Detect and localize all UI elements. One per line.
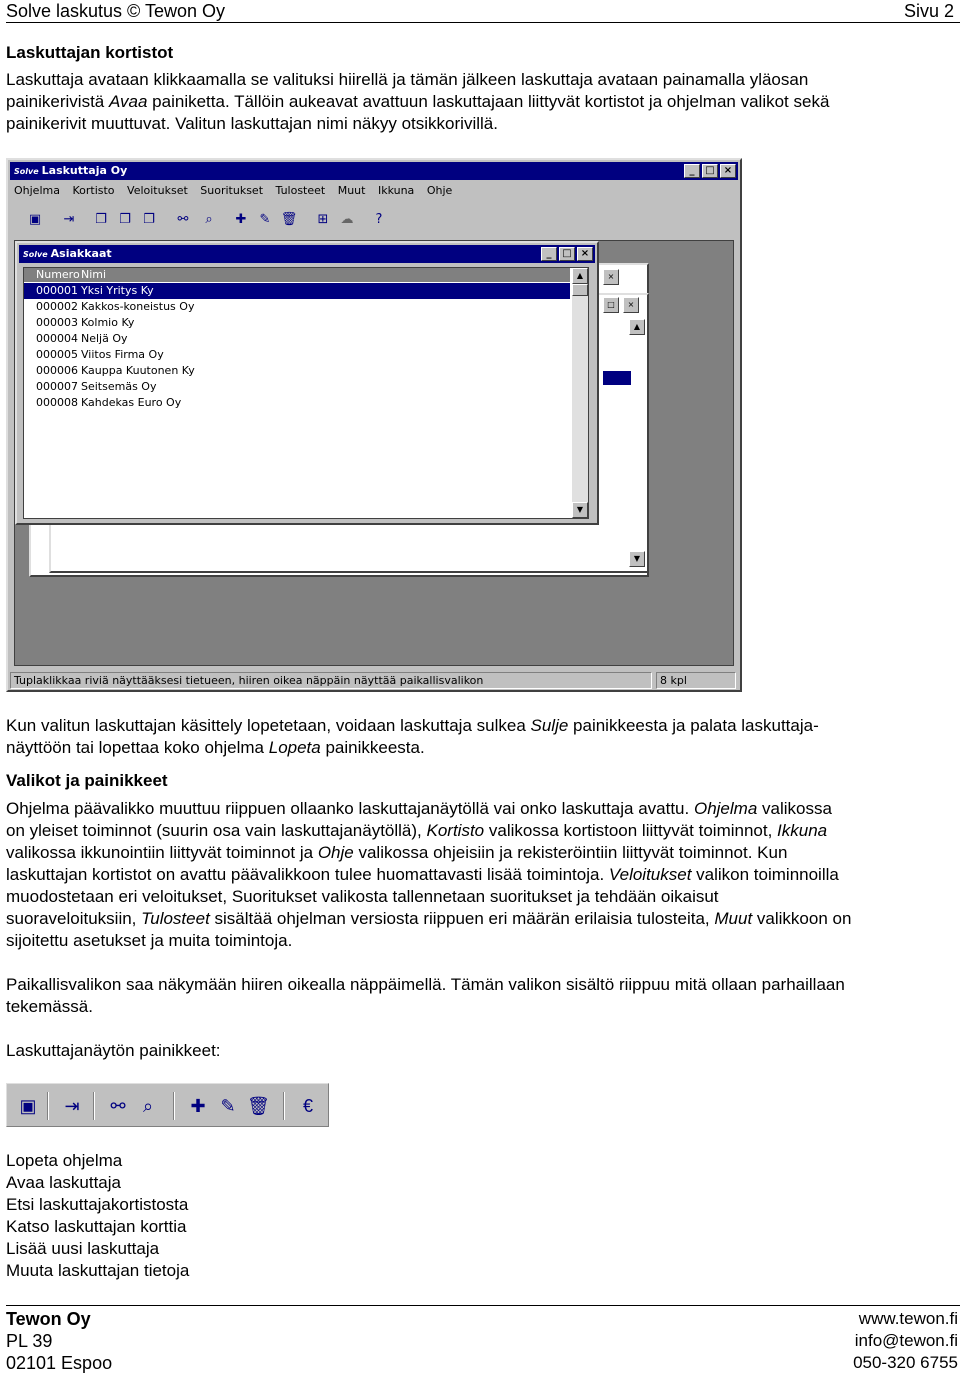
exit-icon: ▣ [19, 1096, 37, 1116]
page-number: Sivu 2 [903, 1, 954, 21]
customers-titlebar [19, 245, 595, 263]
row-number: 000005 [36, 348, 78, 361]
intro-text: painikerivistä [6, 92, 109, 111]
list-item: Lisää uusi laskuttaja [6, 1239, 160, 1258]
row-number: 000002 [36, 300, 78, 313]
menu-bar [14, 184, 461, 197]
app-window-screenshot [6, 158, 742, 692]
emphasis-ohjelma: Ohjelma [693, 799, 758, 818]
scroll-up-icon[interactable]: ▲ [629, 319, 645, 335]
close-text: painikkeesta ja palata laskuttaja- [568, 716, 819, 735]
minimize-button[interactable]: _ [541, 247, 557, 261]
table-row[interactable] [24, 363, 195, 379]
toolbar-separator [93, 1092, 95, 1120]
menus-line-4 [6, 864, 954, 886]
open-icon: ⇥ [64, 1096, 80, 1116]
customers-window-title: Asiakkaat [50, 247, 112, 260]
list-header [24, 268, 570, 282]
row-number: 000006 [36, 364, 78, 377]
footer-po-box: PL 39 [6, 1331, 53, 1351]
emphasis-lopeta: Lopeta [268, 738, 321, 757]
row-name: Viitos Firma Oy [81, 348, 164, 361]
app-titlebar [10, 162, 738, 180]
minimize-button[interactable]: _ [684, 164, 700, 178]
close-line-1 [6, 715, 954, 737]
menus-text: valikossa [757, 799, 832, 818]
footer-company: Tewon Oy [6, 1309, 91, 1329]
footer-city: 02101 Espoo [6, 1353, 113, 1373]
emphasis-ikkuna: Ikkuna [777, 821, 828, 840]
maximize-button[interactable]: □ [559, 247, 575, 261]
binoculars-icon: ⚯ [110, 1096, 126, 1116]
customers-list [23, 267, 589, 519]
exit-icon[interactable]: ▣ [28, 212, 42, 227]
row-name: Neljä Oy [81, 332, 128, 345]
menus-text: sisältää ohjelman versiosta riippuen eri määrän erilaisia tulosteita, [209, 909, 715, 928]
add-record-icon[interactable]: ✚ [235, 212, 247, 227]
table-row[interactable] [24, 315, 134, 331]
table-row[interactable] [24, 347, 164, 363]
close-text: Kun valitun laskuttajan käsittely lopetetaan, voidaan laskuttaja sulkea [6, 716, 531, 735]
scroll-down-icon[interactable]: ▼ [629, 551, 645, 567]
table-row[interactable] [24, 331, 128, 347]
menu-ohjelma[interactable]: Ohjelma [14, 184, 60, 197]
emphasis-muut: Muut [714, 909, 753, 928]
paragraph-close [6, 715, 954, 759]
folder-icon[interactable]: ❐ [95, 212, 107, 227]
paragraph-intro [6, 69, 954, 135]
scroll-thumb[interactable] [572, 284, 588, 296]
close-button[interactable]: × [720, 164, 736, 178]
record-count: 8 kpl [656, 672, 736, 689]
footer-right [853, 1308, 958, 1374]
menus-line-1 [6, 798, 954, 820]
emphasis-tulosteet: Tulosteet [141, 909, 210, 928]
row-number: 000003 [36, 316, 78, 329]
menu-suoritukset[interactable]: Suoritukset [200, 184, 264, 197]
table-row[interactable] [24, 379, 156, 395]
close-text: näyttöön tai lopettaa koko ohjelma [6, 738, 269, 757]
binoculars-icon[interactable]: ⚯ [177, 212, 189, 227]
toolbar-separator [283, 1092, 285, 1120]
menus-line-5: muodostetaan eri veloitukset, Suoritukset valikosta tallennetaan suoritukset ja tehdään oikaisut [6, 887, 719, 906]
menu-muut[interactable]: Muut [337, 184, 366, 197]
customers-window [15, 241, 599, 525]
list-item: Muuta laskuttajan tietoja [6, 1261, 190, 1280]
emphasis-sulje: Sulje [530, 716, 569, 735]
row-name: Kahdekas Euro Oy [81, 396, 182, 409]
new-window-icon[interactable]: ⊞ [317, 212, 329, 227]
menus-text: valikossa kortistoon liittyvät toiminnot, [484, 821, 778, 840]
menus-text: Ohjelma päävalikko muuttuu riippuen ollaanko laskuttajanäytöllä vai onko laskuttaja avattu. [6, 799, 694, 818]
maximize-button[interactable]: □ [603, 297, 619, 313]
row-name: Yksi Yritys Ky [81, 284, 154, 297]
emphasis-veloitukset: Veloitukset [608, 865, 692, 884]
emphasis-kortisto: Kortisto [426, 821, 485, 840]
table-row[interactable] [24, 395, 181, 411]
menus-line-7: sijoitettu asetukset ja muita toimintoja. [6, 931, 293, 950]
row-number: 000004 [36, 332, 78, 345]
paragraph-menus [6, 798, 954, 952]
menu-ohje[interactable]: Ohje [426, 184, 453, 197]
open-icon[interactable]: ⇥ [63, 212, 75, 227]
folder-icon[interactable]: ❐ [143, 212, 155, 227]
context-line-2: tekemässä. [6, 997, 93, 1016]
footer-rule [6, 1305, 960, 1306]
view-card-icon: ⌕ [142, 1096, 154, 1116]
row-name: Kakkos-koneistus Oy [81, 300, 195, 313]
vertical-scrollbar[interactable] [572, 268, 588, 518]
page-header-left: Solve laskutus © Tewon Oy [6, 1, 226, 21]
row-number: 000007 [36, 380, 78, 393]
scroll-down-icon[interactable]: ▼ [572, 502, 588, 518]
edit-record-icon[interactable]: ✎ [259, 212, 271, 227]
context-line-1: Paikallisvalikon saa näkymään hiiren oikealla näppäimellä. Tämän valikon sisältö riippuu mitä ollaan parhaillaan [6, 975, 845, 994]
trash-icon[interactable]: 🗑 [280, 212, 298, 227]
footer-left [6, 1308, 112, 1374]
intro-text: painiketta. Tällöin aukeavat avattuun laskuttajaan liittyvät kortistot ja ohjelman valikot sekä [147, 92, 830, 111]
menu-kortisto[interactable]: Kortisto [72, 184, 115, 197]
footer-email[interactable]: info@tewon.fi [854, 1331, 958, 1350]
intro-line-1: Laskuttaja avataan klikkaamalla se valituksi hiirellä ja tämän jälkeen laskuttaja avataan painamalla yläosan [6, 70, 809, 89]
euro-icon: € [302, 1096, 313, 1116]
child-logo: Solve [23, 250, 48, 259]
section-heading-valikot: Valikot ja painikkeet [6, 771, 168, 790]
menus-text: on yleiset toiminnot (suurin osa vain laskuttajanäytöllä), [6, 821, 427, 840]
menus-text: valikossa ohjeisiin ja rekisteröintiin liittyvät toiminnot. Kun [353, 843, 788, 862]
toolbar-separator [47, 1092, 49, 1120]
laskuttaja-toolbar-image [6, 1083, 329, 1127]
emphasis-ohje: Ohje [317, 843, 354, 862]
close-button[interactable]: × [577, 247, 593, 261]
folder-icon[interactable]: ❐ [119, 212, 131, 227]
menus-text: valikkoon on [752, 909, 852, 928]
list-item: Katso laskuttajan korttia [6, 1217, 187, 1236]
close-text: painikkeesta. [320, 738, 425, 757]
menus-line-6 [6, 908, 954, 930]
help-icon[interactable]: ? [375, 212, 383, 227]
menus-text: suoraveloituksiin, [6, 909, 142, 928]
row-name: Kolmio Ky [81, 316, 135, 329]
add-record-icon: ✚ [190, 1096, 206, 1116]
row-number: 000008 [36, 396, 78, 409]
app-toolbar [14, 206, 734, 236]
row-number: 000001 [36, 284, 78, 297]
buttons-list [6, 1150, 954, 1282]
header-rule [6, 22, 960, 23]
menus-line-3 [6, 842, 954, 864]
close-button[interactable]: × [603, 269, 619, 285]
mdi-client-area [14, 240, 734, 666]
table-row[interactable] [24, 299, 194, 315]
intro-line-3: painikerivit muuttuvat. Valitun laskuttajan nimi näkyy otsikkorivillä. [6, 114, 498, 133]
status-bar: Tuplaklikkaa riviä näyttääksesi tietueen, hiiren oikea näppäin näyttää paikallisvalikon [10, 672, 652, 689]
app-logo: Solve [14, 167, 39, 176]
close-button[interactable]: × [623, 297, 639, 313]
intro-line-2 [6, 91, 954, 113]
menu-ikkuna[interactable]: Ikkuna [377, 184, 415, 197]
section-heading-kortistot: Laskuttajan kortistot [6, 43, 174, 62]
menu-tulosteet[interactable]: Tulosteet [275, 184, 326, 197]
close-line-2 [6, 737, 954, 759]
list-item: Avaa laskuttaja [6, 1173, 121, 1192]
column-header-number[interactable]: Numero [36, 268, 80, 281]
row-name: Kauppa Kuutonen Ky [81, 364, 195, 377]
paragraph-context-menu [6, 974, 954, 1018]
edit-record-icon: ✎ [220, 1096, 236, 1116]
view-card-icon[interactable]: ⌕ [205, 212, 213, 227]
footer-web[interactable]: www.tewon.fi [858, 1309, 958, 1328]
buttons-label: Laskuttajanäytön painikkeet: [6, 1041, 221, 1060]
toolbar-separator [173, 1092, 175, 1120]
intro-emphasis-avaa: Avaa [109, 92, 148, 111]
scroll-up-icon[interactable]: ▲ [572, 268, 588, 284]
table-row[interactable] [24, 283, 570, 299]
menus-text: laskuttajan kortistot on avattu päävalikkoon tulee huomattavasti lisää toimintoja. [6, 865, 609, 884]
footer-phone: 050-320 6755 [853, 1353, 958, 1372]
list-item: Lopeta ohjelma [6, 1151, 123, 1170]
cloud-icon[interactable]: ☁ [340, 212, 354, 227]
column-header-name[interactable]: Nimi [81, 268, 107, 281]
maximize-button[interactable]: □ [702, 164, 718, 178]
row-name: Seitsemäs Oy [81, 380, 157, 393]
menus-text: valikossa ikkunointiin liittyvät toiminnot ja [6, 843, 318, 862]
menu-veloitukset[interactable]: Veloitukset [127, 184, 188, 197]
list-item: Etsi laskuttajakortistosta [6, 1195, 189, 1214]
highlight-strip [603, 371, 631, 385]
menus-text: valikon toiminnoilla [691, 865, 839, 884]
trash-icon: 🗑 [247, 1096, 270, 1116]
menus-line-2 [6, 820, 954, 842]
app-window-title: Laskuttaja Oy [41, 164, 128, 177]
